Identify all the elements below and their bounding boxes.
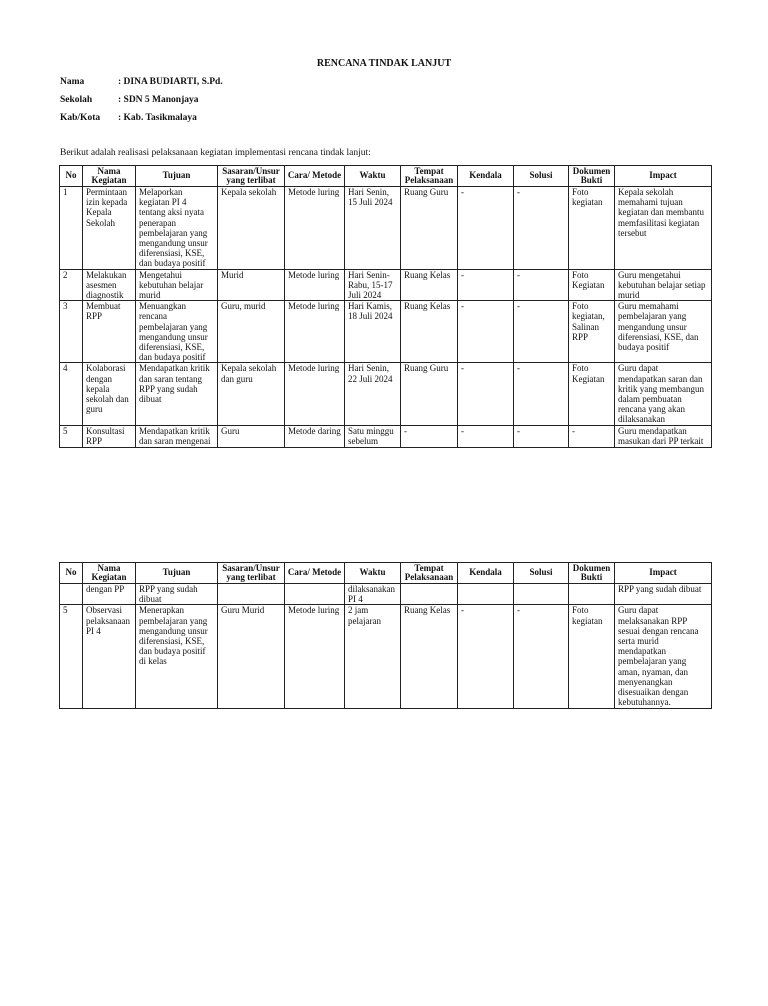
table-cell (218, 584, 285, 605)
table-cell: Metode luring (285, 187, 345, 270)
identity-name (60, 77, 223, 87)
identity-value: : Kab. Tasikmalaya (118, 113, 197, 123)
table-cell: dilaksanakan PI 4 (345, 584, 401, 605)
table-cell: - (514, 187, 569, 270)
column-header: Dokumen Bukti (569, 166, 615, 187)
activity-table-1 (59, 165, 712, 448)
table-cell: - (458, 269, 514, 301)
column-header: Waktu (345, 166, 401, 187)
column-header: Cara/ Metode (285, 563, 345, 584)
column-header: No (60, 166, 83, 187)
table-cell: - (458, 425, 514, 447)
table-cell: Foto kegiatan (569, 187, 615, 270)
identity-label: Sekolah (60, 95, 93, 105)
identity-label: Kab/Kota (60, 113, 101, 123)
column-header: Waktu (345, 563, 401, 584)
table-cell: Melaporkan kegiatan PI 4 tentang aksi nyata penerapan pembelajaran yang mengandung unsur diferensiasi, KSE, dan budaya positif (136, 187, 218, 270)
table-cell: Ruang Kelas (401, 301, 458, 363)
table-cell: Kepala sekolah (218, 187, 285, 270)
table-cell: Kolaborasi dengan kepala sekolah dan guru (83, 363, 136, 425)
table-cell: 5 (60, 605, 83, 709)
table-cell: Metode luring (285, 363, 345, 425)
table-header-row (60, 166, 712, 187)
table-cell: 3 (60, 301, 83, 363)
intro-text: Berikut adalah realisasi pelaksanaan kegiatan implementasi rencana tindak lanjut: (60, 148, 371, 158)
table-row (60, 363, 712, 425)
table-cell: Mendapatkan kritik dan saran mengenai (136, 425, 218, 447)
table-cell: dengan PP (83, 584, 136, 605)
table-cell: Observasi pelaksanaan PI 4 (83, 605, 136, 709)
table-row (60, 425, 712, 447)
table-cell: Metode luring (285, 605, 345, 709)
table-cell: Konsultasi RPP (83, 425, 136, 447)
table-cell (60, 584, 83, 605)
table-cell: 1 (60, 187, 83, 270)
table-cell (458, 584, 514, 605)
table-cell: Hari Kamis, 18 Juli 2024 (345, 301, 401, 363)
table-cell: Guru dapat mendapatkan saran dan kritik yang membangun dalam pembuatan rencana yang akan dilaksanakan (615, 363, 712, 425)
table-cell: RPP yang sudah dibuat (136, 584, 218, 605)
table-cell: Foto Kegiatan (569, 269, 615, 301)
table-cell: Menuangkan rencana pembelajaran yang mengandung unsur diferensiasi, KSE, dan budaya positif (136, 301, 218, 363)
column-header: Solusi (514, 563, 569, 584)
table-cell: RPP yang sudah dibuat (615, 584, 712, 605)
table-cell: Guru, murid (218, 301, 285, 363)
table-cell: Guru dapat melaksanakan RPP sesuai dengan rencana serta murid mendapatkan pembelajaran yang aman, nyaman, dan menyenangkan disesuaikan dengan kebutuhannya. (615, 605, 712, 709)
column-header: Tempat Pelaksanaan (401, 563, 458, 584)
table-row (60, 269, 712, 301)
table-cell: Ruang Guru (401, 187, 458, 270)
table-cell: Foto kegiatan, Salinan RPP (569, 301, 615, 363)
table-cell: Mendapatkan kritik dan saran tentang RPP yang sudah dibuat (136, 363, 218, 425)
table-cell: 2 jam pelajaran (345, 605, 401, 709)
table-cell: Permintaan izin kepada Kepala Sekolah (83, 187, 136, 270)
column-header: Kendala (458, 166, 514, 187)
table-cell: - (458, 363, 514, 425)
table-cell: Ruang Kelas (401, 269, 458, 301)
table-cell (401, 584, 458, 605)
identity-school (60, 95, 199, 105)
table-cell: - (514, 301, 569, 363)
table-cell: Foto Kegiatan (569, 363, 615, 425)
table-cell: - (514, 363, 569, 425)
table-cell: Kepala sekolah dan guru (218, 363, 285, 425)
table-cell: - (569, 425, 615, 447)
table-cell: Metode luring (285, 269, 345, 301)
column-header: Cara/ Metode (285, 166, 345, 187)
column-header: Impact (615, 166, 712, 187)
table-cell: Ruang Kelas (401, 605, 458, 709)
table-row (60, 605, 712, 709)
table-cell: - (458, 301, 514, 363)
table-cell: - (514, 605, 569, 709)
column-header: Sasaran/Unsur yang terlibat (218, 166, 285, 187)
table-cell: Membuat RPP (83, 301, 136, 363)
column-header: Tujuan (136, 166, 218, 187)
table-cell: Ruang Guru (401, 363, 458, 425)
column-header: Nama Kegiatan (83, 563, 136, 584)
table-header-row (60, 563, 712, 584)
table-cell: Kepala sekolah memahami tujuan kegiatan dan membantu memfasilitasi kegiatan tersebut (615, 187, 712, 270)
table-cell: - (514, 269, 569, 301)
table-cell: - (401, 425, 458, 447)
identity-city (60, 113, 197, 123)
table-cell: Melakukan asesmen diagnostik (83, 269, 136, 301)
identity-value: : SDN 5 Manonjaya (118, 95, 199, 105)
table-cell: Hari Senin, 22 Juli 2024 (345, 363, 401, 425)
column-header: Sasaran/Unsur yang terlibat (218, 563, 285, 584)
table-cell: Murid (218, 269, 285, 301)
table-cell: Guru mendapatkan masukan dari PP terkait (615, 425, 712, 447)
table-cell: Guru Murid (218, 605, 285, 709)
table-cell (285, 584, 345, 605)
column-header: Dokumen Bukti (569, 563, 615, 584)
identity-label: Nama (60, 77, 85, 87)
table-cell: Foto kegiatan (569, 605, 615, 709)
column-header: Tujuan (136, 563, 218, 584)
table-cell: Hari Senin, 15 Juli 2024 (345, 187, 401, 270)
column-header: Solusi (514, 166, 569, 187)
column-header: Kendala (458, 563, 514, 584)
column-header: Nama Kegiatan (83, 166, 136, 187)
column-header: Tempat Pelaksanaan (401, 166, 458, 187)
table-cell: 2 (60, 269, 83, 301)
table-row (60, 301, 712, 363)
table-cell: Metode luring (285, 301, 345, 363)
table-cell: Hari Senin-Rabu, 15-17 Juli 2024 (345, 269, 401, 301)
table-cell: 5 (60, 425, 83, 447)
identity-value: : DINA BUDIARTI, S.Pd. (118, 77, 223, 87)
table-cell: 4 (60, 363, 83, 425)
table-row (60, 187, 712, 270)
table-cell: Guru memahami pembelajaran yang mengandung unsur diferensiasi, KSE, dan budaya positif (615, 301, 712, 363)
activity-table-2 (59, 562, 712, 709)
table-cell: - (458, 187, 514, 270)
table-cell: - (514, 425, 569, 447)
table-cell (569, 584, 615, 605)
table-cell: Guru (218, 425, 285, 447)
table-cell: Mengetahui kebutuhan belajar murid (136, 269, 218, 301)
column-header: No (60, 563, 83, 584)
table-cell: Metode daring (285, 425, 345, 447)
table-cell: - (458, 605, 514, 709)
table-cell (514, 584, 569, 605)
document-title: RENCANA TINDAK LANJUT (316, 58, 452, 69)
table-cell: Guru mengetahui kebutuhan belajar setiap murid (615, 269, 712, 301)
column-header: Impact (615, 563, 712, 584)
table-row (60, 584, 712, 605)
table-cell: Satu minggu sebelum (345, 425, 401, 447)
table-cell: Menerapkan pembelajaran yang mengandung unsur diferensiasi, KSE, dan budaya positif di kelas (136, 605, 218, 709)
